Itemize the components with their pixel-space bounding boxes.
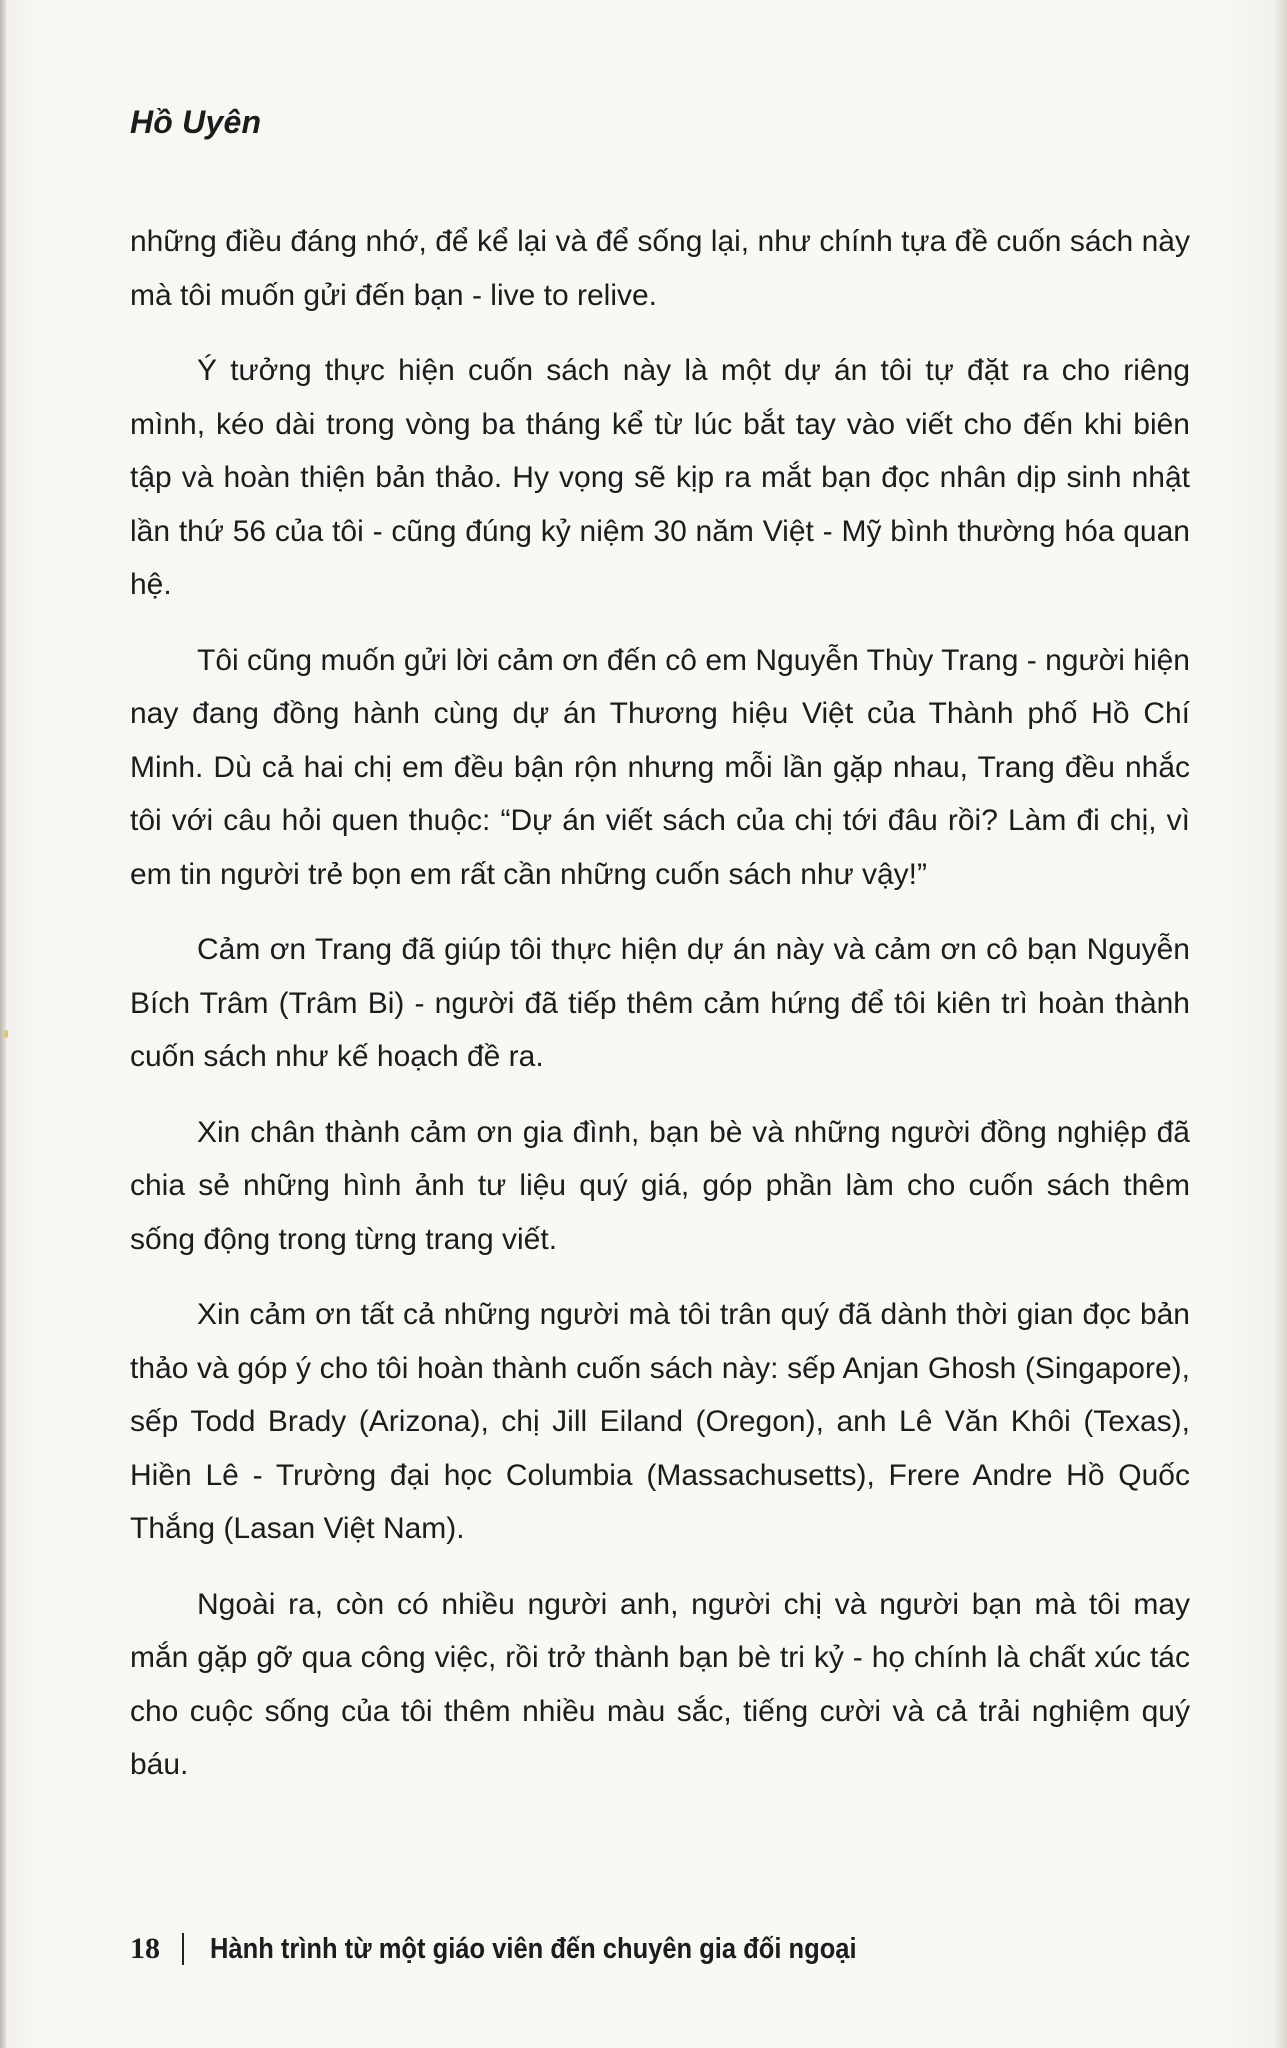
paragraph: Xin cảm ơn tất cả những người mà tôi trân quý đã dành thời gian đọc bản thảo và góp ý cho tôi hoàn thành cuốn sách này: sếp Anjan Ghosh (Singapore), sếp Todd Brady (Arizona), chị Jill Eiland (Oregon), anh Lê Văn Khôi (Texas), Hiền Lê - Trường đại học Columbia (Massachusetts), Frere Andre Hồ Quốc Thắng (Lasan Việt Nam). (130, 1298, 1190, 1545)
page-edge-shadow (1273, 0, 1287, 2048)
paragraph: Ý tưởng thực hiện cuốn sách này là một dự án tôi tự đặt ra cho riêng mình, kéo dài trong vòng ba tháng kể từ lúc bắt tay vào viết cho đến khi biên tập và hoàn thiện bản thảo. Hy vọng sẽ kịp ra mắt bạn đọc nhân dịp sinh nhật lần thứ 56 của tôi - cũng đúng kỷ niệm 30 năm Việt - Mỹ bình thường hóa quan hệ. (130, 354, 1190, 601)
page-number: 18 (130, 1932, 160, 1965)
paragraph: Tôi cũng muốn gửi lời cảm ơn đến cô em Nguyễn Thùy Trang - người hiện nay đang đồng hành cùng dự án Thương hiệu Việt của Thành phố Hồ Chí Minh. Dù cả hai chị em đều bận rộn nhưng mỗi lần gặp nhau, Trang đều nhắc tôi với câu hỏi quen thuộc: “Dự án viết sách của chị tới đâu rồi? Làm đi chị, vì em tin người trẻ bọn em rất cần những cuốn sách như vậy!” (130, 643, 1190, 891)
footer-divider (182, 1933, 184, 1965)
paragraph: những điều đáng nhớ, để kể lại và để sống lại, như chính tựa đề cuốn sách này mà tôi muốn gửi đến bạn - live to relive. (130, 225, 1190, 312)
page-footer (130, 1932, 945, 1966)
paper-speck (4, 1030, 8, 1038)
paragraph: Cảm ơn Trang đã giúp tôi thực hiện dự án này và cảm ơn cô bạn Nguyễn Bích Trâm (Trâm Bi) - người đã tiếp thêm cảm hứng để tôi kiên trì hoàn thành cuốn sách như kế hoạch đề ra. (130, 933, 1190, 1073)
footer-book-title: Hành trình từ một giáo viên đến chuyên gia đối ngoại (210, 1932, 857, 1965)
running-head-author: Hồ Uyên (130, 104, 262, 140)
paragraph: Xin chân thành cảm ơn gia đình, bạn bè và những người đồng nghiệp đã chia sẻ những hình ảnh tư liệu quý giá, góp phần làm cho cuốn sách thêm sống động trong từng trang viết. (130, 1115, 1190, 1256)
paragraph: Ngoài ra, còn có nhiều người anh, người chị và người bạn mà tôi may mắn gặp gỡ qua công việc, rồi trở thành bạn bè tri kỷ - họ chính là chất xúc tác cho cuộc sống của tôi thêm nhiều màu sắc, tiếng cười và cả trải nghiệm quý báu. (130, 1587, 1190, 1781)
page-gutter-shadow (0, 0, 6, 2048)
body-text (130, 215, 1190, 1814)
